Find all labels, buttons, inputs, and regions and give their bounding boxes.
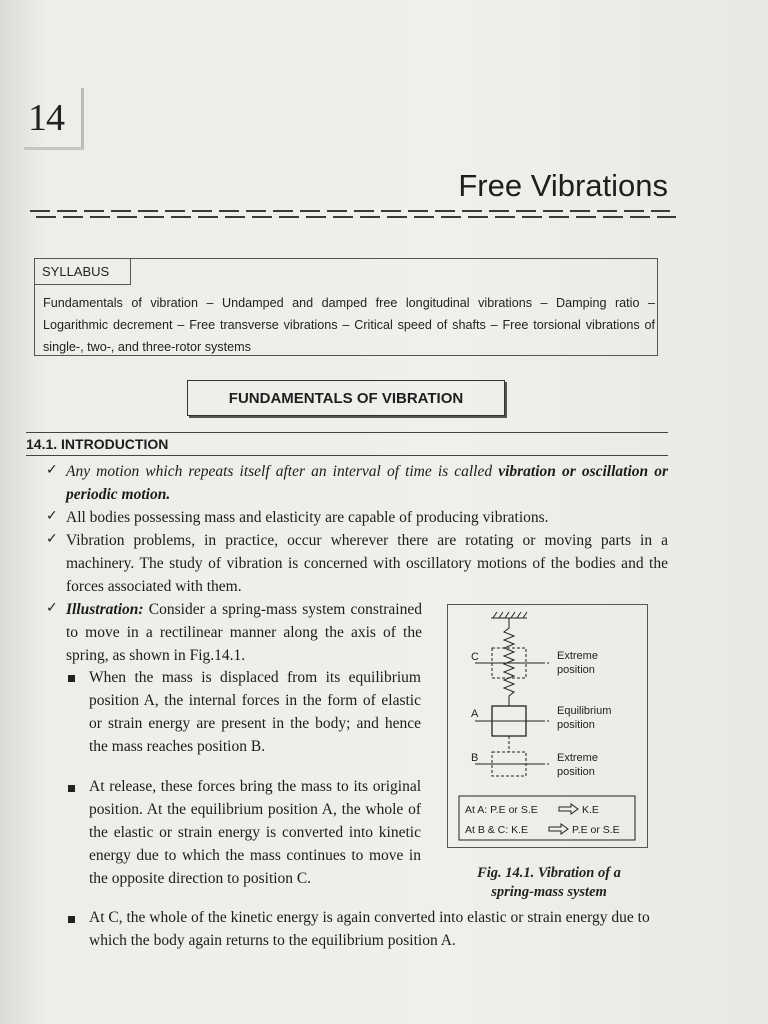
check-icon: ✓ <box>46 531 58 547</box>
illustration-label: Illustration: <box>66 601 144 618</box>
bullet-icon <box>68 675 75 682</box>
section-heading: FUNDAMENTALS OF VIBRATION <box>187 380 505 416</box>
figure-caption-line1: Fig. 14.1. Vibration of a <box>477 865 621 881</box>
label-c: C <box>471 651 479 663</box>
label-equilibrium-position: position <box>557 719 595 731</box>
label-extreme-top: Extreme <box>557 650 598 662</box>
check-icon: ✓ <box>46 462 58 478</box>
spring <box>504 618 514 706</box>
bullet-release: At release, these forces bring the mass to its original position. At the equilibrium position A, the whole of the elastic or strain energy is converted into kinetic energy due to which the mass continues to move in the opposite direction to position C. <box>89 778 421 887</box>
support-hatch <box>493 612 527 618</box>
arrow-right-icon <box>559 804 578 814</box>
heading-rule-bottom <box>26 455 668 456</box>
bullet-icon <box>68 916 75 923</box>
spring-mass-diagram <box>447 604 648 848</box>
point-illustration <box>66 598 422 667</box>
syllabus-box <box>34 258 658 356</box>
figure-caption <box>440 864 658 902</box>
label-extreme-bottom: Extreme <box>557 752 598 764</box>
point-definition <box>66 460 668 506</box>
label-a: A <box>471 708 479 720</box>
label-extreme-top-position: position <box>557 664 595 676</box>
definition-text: Any motion which repeats itself after an interval of time is called <box>66 463 499 480</box>
check-icon: ✓ <box>46 508 58 524</box>
syllabus-text: Fundamentals of vibration – Undamped and damped free longitudinal vibrations – Damping ratio – Logarithmic decrement – Free transverse vibrations – Critical speed of shafts – Free torsional vibrations of single-, two-, and three-rotor systems <box>43 296 655 354</box>
energy-note-line2-left: At B & C: K.E <box>465 824 529 836</box>
label-extreme-bottom-position: position <box>557 766 595 778</box>
label-equilibrium: Equilibrium <box>557 705 612 717</box>
bullet-icon <box>68 785 75 792</box>
label-b: B <box>471 752 479 764</box>
bullet-displacement: When the mass is displaced from its equilibrium position A, the internal forces in the form of elastic or strain energy are present in the body; and hence the mass reaches position B. <box>89 669 421 755</box>
bullet-return: At C, the whole of the kinetic energy is again converted into elastic or strain energy due to which the body again returns to the equilibrium position A. <box>89 909 650 949</box>
dashed-rule <box>30 210 670 212</box>
energy-note-line1-left: At A: P.E or S.E <box>465 804 538 816</box>
chapter-number: 14 <box>28 97 64 139</box>
figure-caption-line2: spring-mass system <box>491 884 607 900</box>
point-vibration-problems: Vibration problems, in practice, occur wherever there are rotating or moving parts in a machinery. The study of vibration is concerned with oscillatory motions of the bodies and the forces associated with them. <box>66 532 668 595</box>
point-mass-elasticity: All bodies possessing mass and elasticity are capable of producing vibrations. <box>66 509 549 526</box>
subsection-heading: 14.1. INTRODUCTION <box>26 436 169 452</box>
dashed-rule <box>36 216 676 218</box>
energy-note-line2-right: P.E or S.E <box>572 824 620 836</box>
definition-term: vibration or oscillation or periodic motion. <box>66 463 668 503</box>
illustration-text: Consider a spring-mass system constrained to move in a rectilinear manner along the axis of the spring, as shown in Fig.14.1. <box>66 601 422 664</box>
heading-rule-top <box>26 432 668 433</box>
arrow-right-icon <box>549 824 568 834</box>
syllabus-label: SYLLABUS <box>35 259 131 285</box>
check-icon: ✓ <box>46 600 58 616</box>
energy-note-line1-right: K.E <box>582 804 599 816</box>
chapter-title: Free Vibrations <box>458 168 668 203</box>
